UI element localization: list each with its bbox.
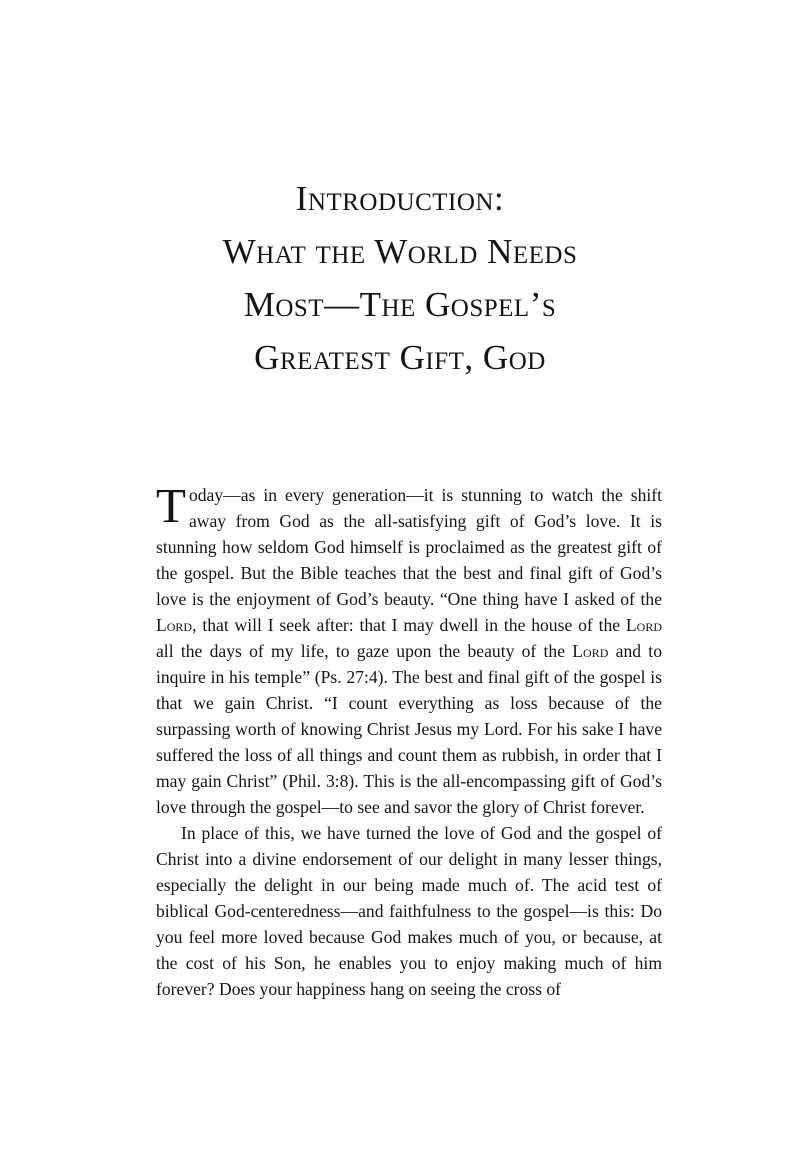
drop-cap: T xyxy=(156,478,186,533)
lord-small-caps-1: Lord xyxy=(156,615,193,635)
paragraph-1 xyxy=(156,478,662,820)
paragraph-1-segment-2: , that will I seek after: that I may dwell in the house of the xyxy=(192,615,626,635)
paragraph-1-segment-4: and to inquire in his temple” (Ps. 27:4). The best and final gift of the gospel is that we gain Christ. “I count everything as loss because of the surpassing worth of knowing Christ Jesus my Lord. For his sake I have suffered the loss of all things and count them as rubbish, in order that I may gain Christ” (Phil. 3:8). This is the all-encompassing gift of God’s love through the gospel—to see and savor the glory of Christ forever. xyxy=(156,641,662,817)
paragraph-1-segment-3: all the days of my life, to gaze upon the beauty of the xyxy=(156,641,573,661)
chapter-title-line-4: Greatest Gift, God xyxy=(254,338,546,377)
chapter-title xyxy=(0,172,800,384)
lord-small-caps-2: Lord xyxy=(625,615,662,635)
chapter-title-line-3: Most—The Gospel’s xyxy=(243,285,557,324)
lord-small-caps-3: Lord xyxy=(572,641,609,661)
body-text xyxy=(156,478,662,1002)
paragraph-2: In place of this, we have turned the love of God and the gospel of Christ into a divine endorsement of our delight in many lesser things, especially the delight in our being made much of. The acid test of biblical God-centeredness—and faithfulness to the gospel—is this: Do you feel more loved because God makes much of you, or because, at the cost of his Son, he enables you to enjoy making much of him forever? Does your happiness hang on seeing the cross of xyxy=(156,823,662,999)
paragraph-1-segment-1: oday—as in every generation—it is stunning to watch the shift away from God as the all-satisfying gift of God’s love. It is stunning how seldom God himself is proclaimed as the greatest gift of the gospel. But the Bible teaches that the best and final gift of God’s love is the enjoyment of God’s beauty. “One thing have I asked of the xyxy=(156,485,662,609)
chapter-title-line-1: Introduction: xyxy=(295,179,505,218)
chapter-title-line-2: What the World Needs xyxy=(222,232,578,271)
